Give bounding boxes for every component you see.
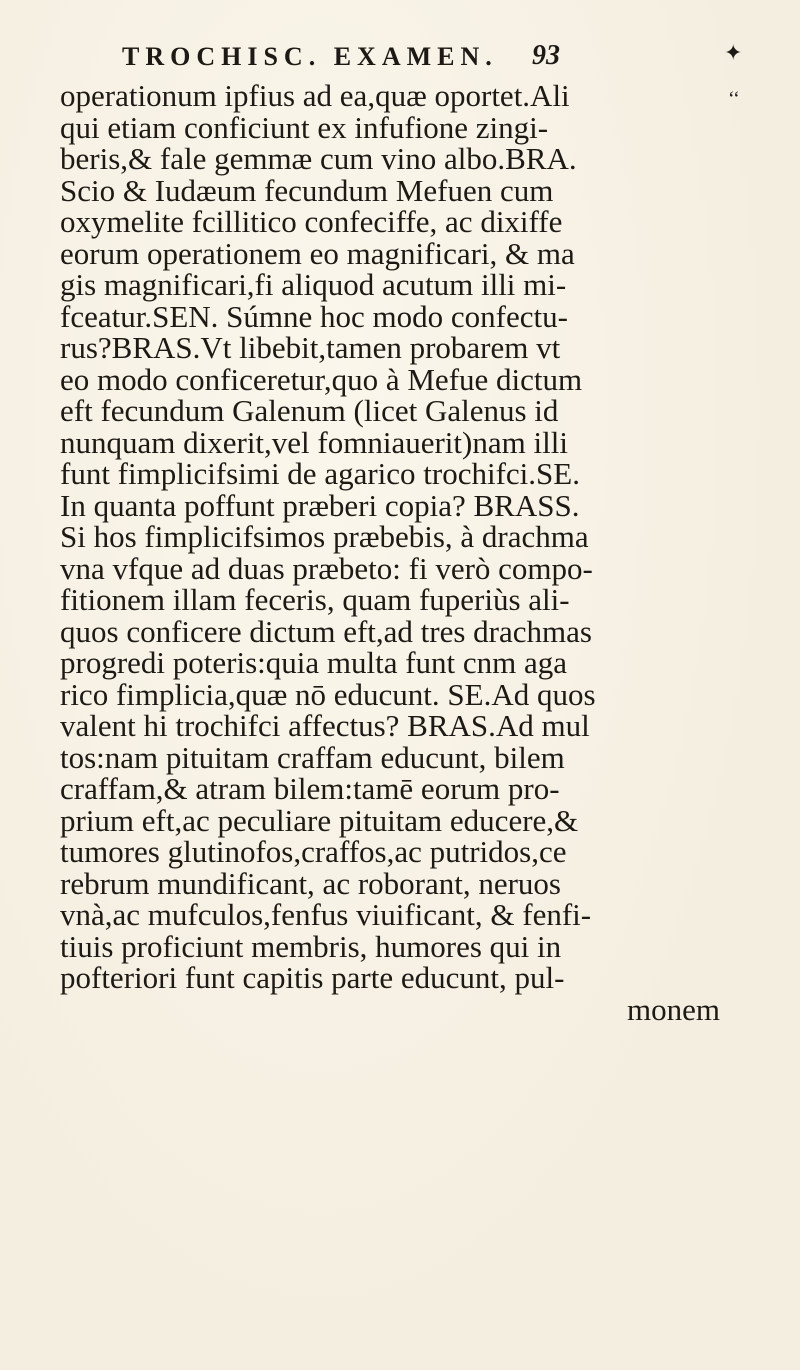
text-line: tos:nam pituitam craffam educunt, bilem bbox=[60, 739, 565, 775]
text-line: funt fimplicifsimi de agarico trochifci.SE. bbox=[60, 456, 580, 491]
text-line: progredi poteris:quia multa funt cnm aga bbox=[60, 645, 568, 680]
text-line: In quanta poffunt præberi copia? BRASS. bbox=[60, 487, 580, 523]
text-line: eorum operationem eo magnificari, & ma bbox=[60, 235, 575, 271]
text-line: tiuis proficiunt membris, humores qui in bbox=[60, 928, 562, 964]
text-line: rico fimplicia,quæ nō educunt. SE.Ad quos bbox=[60, 676, 596, 712]
margin-mark: ‘‘ bbox=[728, 88, 740, 110]
text-line: fceatur.SEN. Súmne hoc modo confectu- bbox=[60, 298, 568, 334]
text-line: qui etiam conficiunt ex infufione zingi- bbox=[60, 109, 549, 145]
text-line: oxymelite fcillitico confeciffe, ac dixiffe bbox=[60, 204, 563, 239]
text-line: operationum ipfius ad ea,quæ oportet.Ali bbox=[60, 78, 570, 113]
text-line: tumores glutinofos,craffos,ac putridos,ce bbox=[60, 834, 567, 869]
ornament-icon: ✦ bbox=[724, 40, 743, 65]
text-line: valent hi trochifci affectus? BRAS.Ad mul bbox=[60, 708, 590, 743]
page-header bbox=[122, 38, 743, 78]
page-number: 93 bbox=[532, 40, 560, 71]
text-line: fitionem illam feceris, quam fuperiùs ali- bbox=[60, 582, 570, 617]
text-line: vna vfque ad duas præbeto: fi verò compo- bbox=[60, 550, 593, 586]
text-line: pofteriori funt capitis parte educunt, pul- bbox=[60, 960, 565, 995]
text-line: Scio & Iudæum fecundum Mefuen cum bbox=[60, 172, 554, 208]
text-line: rus?BRAS.Vt libebit,tamen probarem vt bbox=[60, 330, 561, 365]
text-line: eft fecundum Galenum (licet Galenus id bbox=[60, 393, 559, 428]
text-line: prium eft,ac peculiare pituitam educere,& bbox=[60, 802, 579, 838]
text-line: nunquam dixerit,vel fomniauerit)nam illi bbox=[60, 424, 568, 460]
text-line: craffam,& atram bilem:tamē eorum pro- bbox=[60, 771, 560, 806]
text-line: beris,& fale gemmæ cum vino albo.BRA. bbox=[60, 141, 577, 176]
text-line: eo modo conficeretur,quo à Mefue dictum bbox=[60, 361, 583, 397]
text-line: Si hos fimplicifsimos præbebis, à drachma bbox=[60, 519, 589, 554]
running-head: TROCHISC. EXAMEN. bbox=[122, 42, 498, 71]
text-line: rebrum mundificant, ac roborant, neruos bbox=[60, 865, 561, 901]
text-line: quos conficere dictum eft,ad tres drachmas bbox=[60, 613, 592, 649]
text-line: vnà,ac mufculos,fenfus viuificant, & fenfi- bbox=[60, 897, 592, 932]
text-line: gis magnificari,fi aliquod acutum illi mi- bbox=[60, 267, 567, 302]
body-text bbox=[60, 80, 720, 1025]
text-line-catchword: monem bbox=[627, 991, 720, 1027]
